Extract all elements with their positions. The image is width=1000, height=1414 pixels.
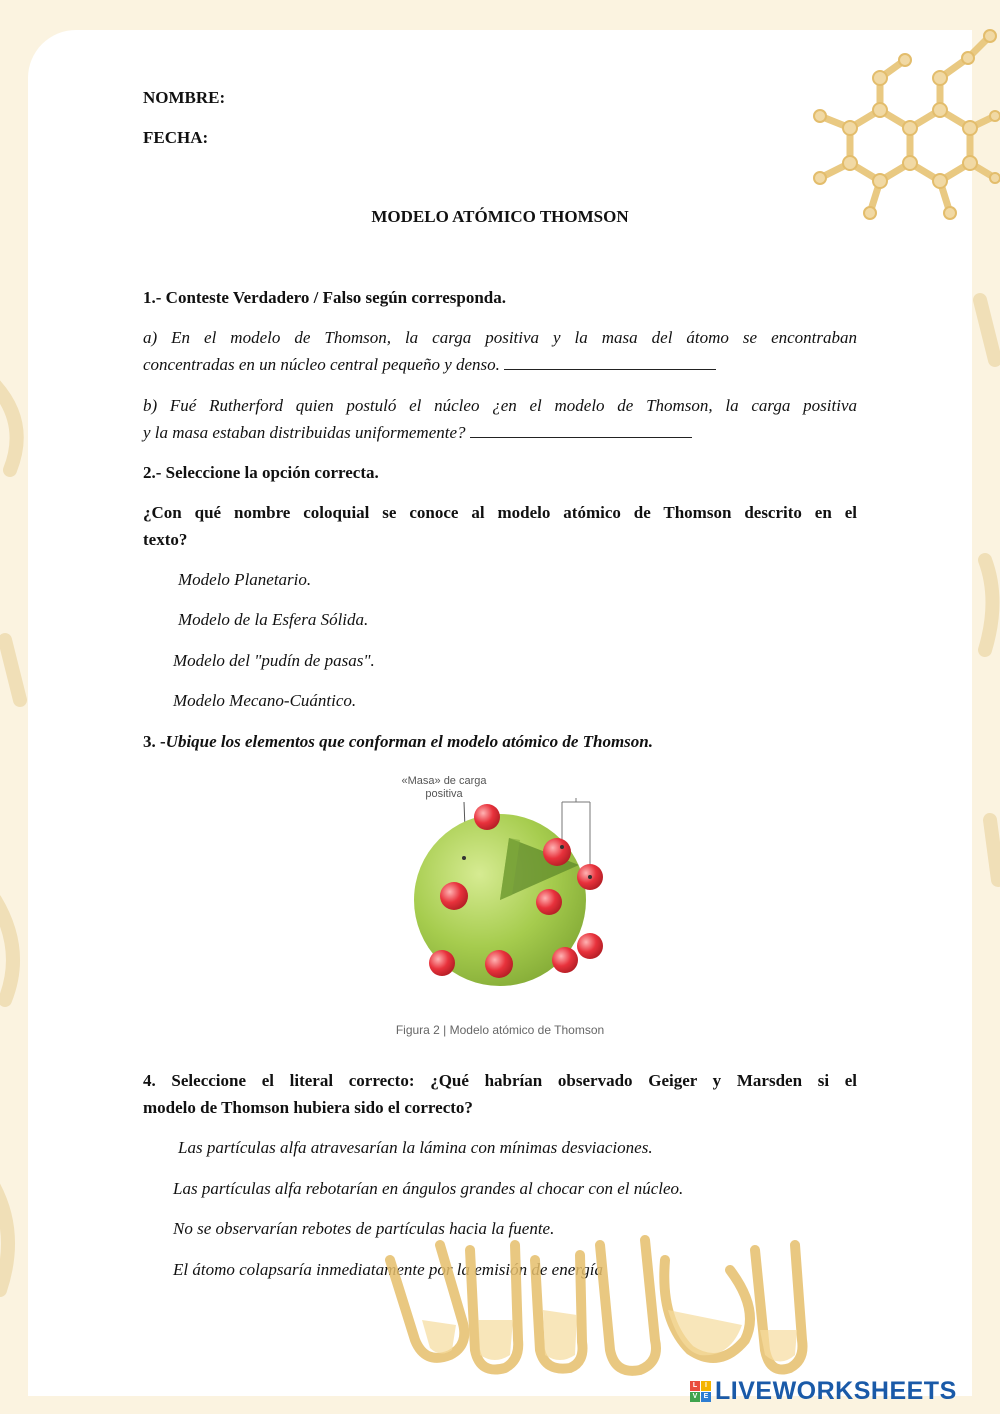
q1-heading: 1.- Conteste Verdadero / Falso según corresponda.: [143, 288, 506, 307]
q1-a-answer-blank[interactable]: [504, 353, 716, 370]
date-label: FECHA:: [143, 128, 209, 147]
electron: [552, 947, 578, 973]
molecule-decoration: [790, 18, 1000, 228]
pointer-dot: [462, 856, 466, 860]
electron: [485, 950, 513, 978]
q4-option-2[interactable]: Las partículas alfa rebotarían en ángulos grandes al chocar con el núcleo.: [173, 1179, 684, 1198]
thomson-model-illustration: [384, 770, 616, 1045]
liveworksheets-logo-text: LIVEWORKSHEETS: [715, 1376, 957, 1405]
q1-a-text: concentradas en un núcleo central pequeño y denso.: [143, 355, 500, 374]
figure-caption: Figura 2 | Modelo atómico de Thomson: [395, 1023, 605, 1037]
logo-letter-v: V: [690, 1392, 700, 1402]
q2-option-1[interactable]: Modelo Planetario.: [178, 570, 312, 589]
electron: [429, 950, 455, 976]
q2-heading: 2.- Seleccione la opción correcta.: [143, 463, 379, 482]
name-label: NOMBRE:: [143, 88, 226, 107]
q1-b-line1: b) Fué Rutherford quien postuló el núcleo ¿en el modelo de Thomson, la carga positiva: [143, 396, 857, 415]
q2-option-4[interactable]: Modelo Mecano-Cuántico.: [173, 691, 357, 710]
q2-option-3[interactable]: Modelo del "pudín de pasas".: [173, 651, 375, 670]
q1-a-line1: a) En el modelo de Thomson, la carga positiva y la masa del átomo se encontraban: [143, 328, 857, 347]
q4-option-1[interactable]: Las partículas alfa atravesarían la lámina con mínimas desviaciones.: [178, 1138, 653, 1157]
q1-b-line2: [143, 419, 857, 446]
electron: [577, 933, 603, 959]
pointer-dot: [560, 845, 564, 849]
test-tubes-decoration: [370, 1190, 810, 1380]
logo-letter-e: E: [701, 1392, 711, 1402]
q4-question-line2: modelo de Thomson hubiera sido el correcto?: [143, 1098, 473, 1117]
q4-option-4[interactable]: El átomo colapsaría inmediatamente por la emisión de energía: [173, 1260, 603, 1279]
q2-question-line1: ¿Con qué nombre coloquial se conoce al modelo atómico de Thomson descrito en el: [143, 503, 857, 522]
q3-number: 3. -: [143, 732, 166, 751]
q1-b-text: y la masa estaban distribuidas uniformemente?: [143, 423, 466, 442]
q4-question-line1: 4. Seleccione el literal correcto: ¿Qué habrían observado Geiger y Marsden si el: [143, 1071, 857, 1090]
liveworksheets-logo[interactable]: [690, 1374, 957, 1408]
page-title: MODELO ATÓMICO THOMSON: [371, 207, 629, 226]
q3-heading: [143, 728, 857, 755]
figure-label-line2: positiva: [425, 788, 463, 800]
liveworksheets-logo-mark: [690, 1381, 711, 1402]
electron: [543, 838, 571, 866]
electron: [440, 882, 468, 910]
logo-letter-l: L: [690, 1381, 700, 1391]
q2-option-2[interactable]: Modelo de la Esfera Sólida.: [178, 610, 369, 629]
q3-heading-text: Ubique los elementos que conforman el modelo atómico de Thomson.: [165, 732, 653, 751]
q1-a-line2: [143, 351, 857, 378]
logo-letter-i: I: [701, 1381, 711, 1391]
q2-question-line2: texto?: [143, 530, 188, 549]
pointer-dot: [588, 875, 592, 879]
q4-option-3[interactable]: No se observarían rebotes de partículas hacia la fuente.: [173, 1219, 555, 1238]
figure-label-line1: «Masa» de carga: [401, 775, 487, 787]
q1-b-answer-blank[interactable]: [470, 421, 692, 438]
thomson-model-figure: [384, 770, 616, 1045]
electron: [474, 804, 500, 830]
electron: [536, 889, 562, 915]
